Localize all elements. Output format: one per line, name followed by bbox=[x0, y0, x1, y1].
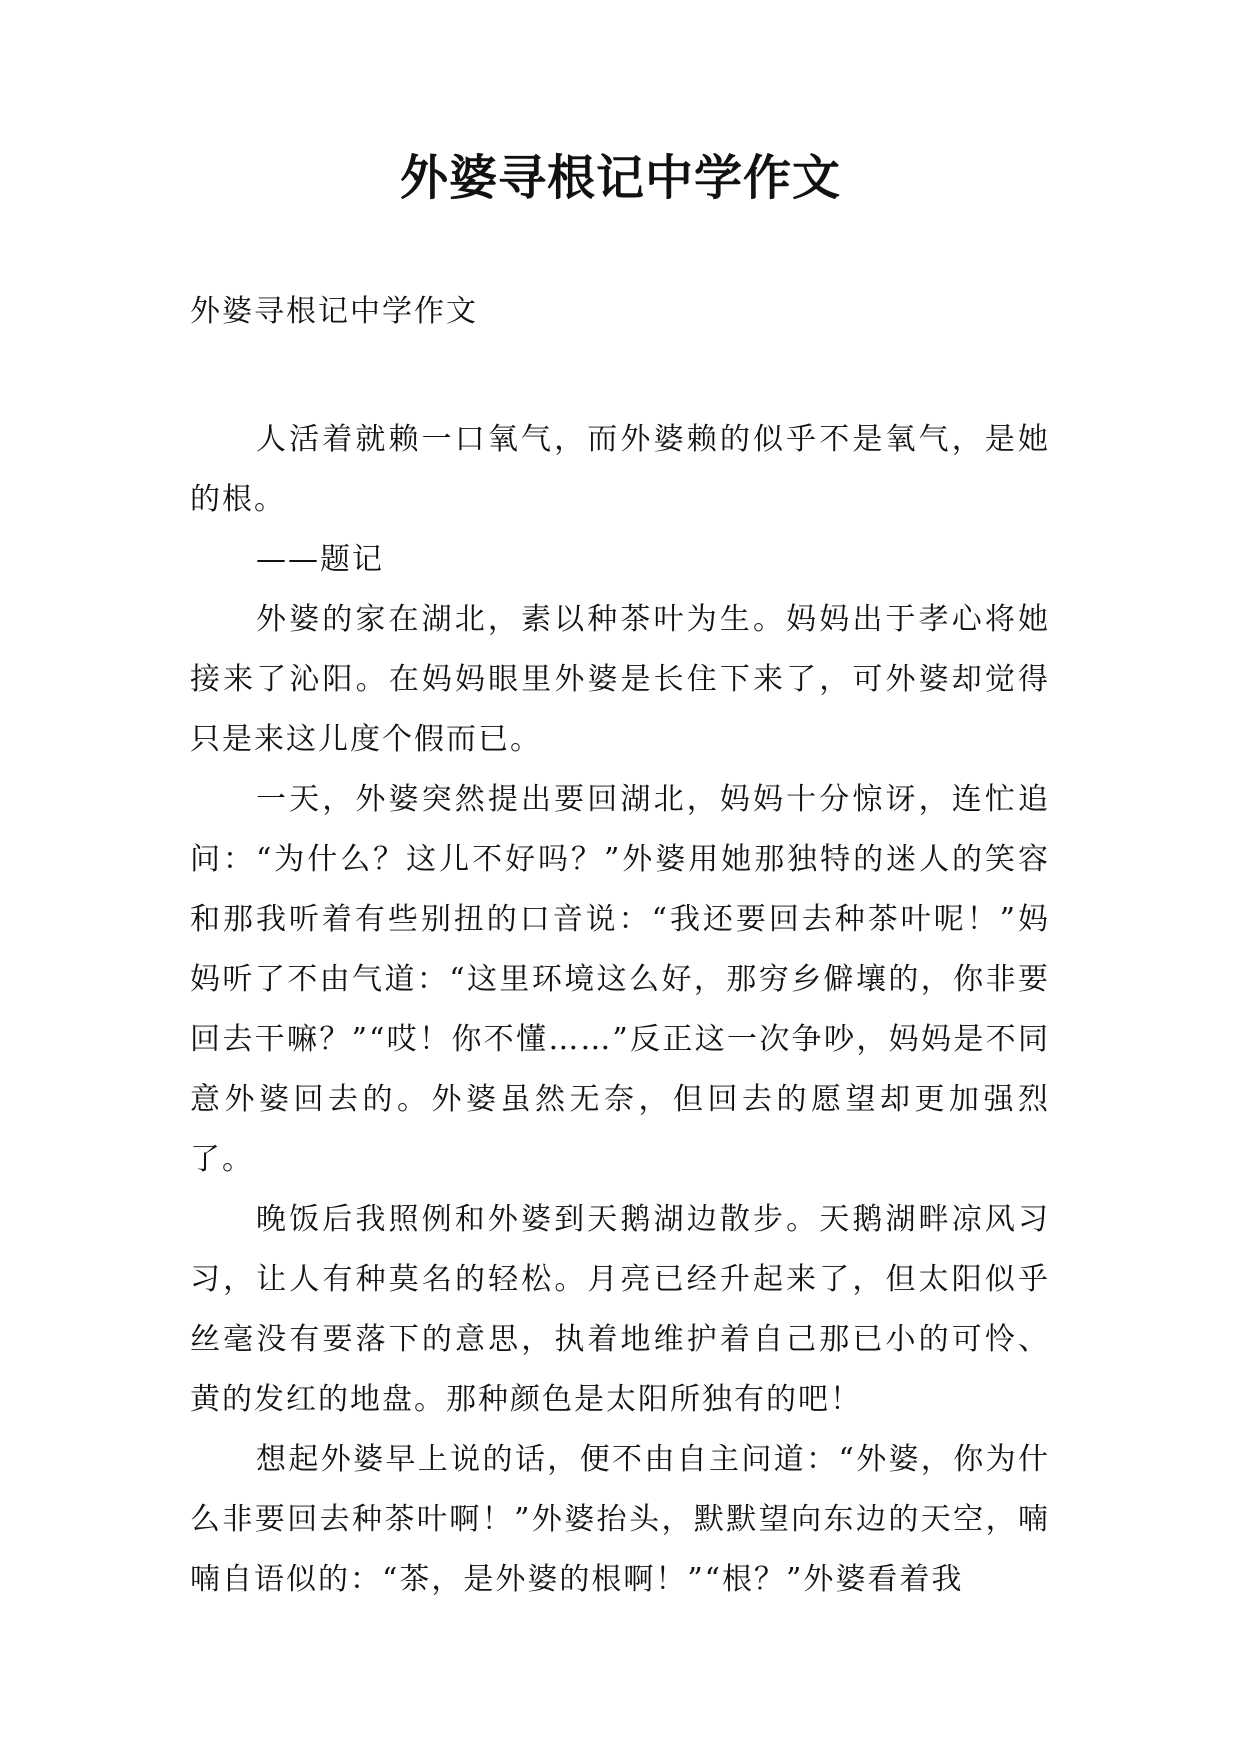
paragraph: 想起外婆早上说的话，便不由自主问道：“外婆，你为什么非要回去种茶叶啊！”外婆抬头，默默望向东边的天空，喃喃自语似的：“茶，是外婆的根啊！”“根？”外婆看着我 bbox=[190, 1442, 1050, 1597]
paragraph: ——题记 bbox=[256, 542, 384, 577]
paragraph: 人活着就赖一口氧气，而外婆赖的似乎不是氧气，是她的根。 bbox=[190, 422, 1050, 517]
document-body bbox=[190, 410, 1050, 1610]
paragraph: 外婆的家在湖北，素以种茶叶为生。妈妈出于孝心将她接来了沁阳。在妈妈眼里外婆是长住下来了，可外婆却觉得只是来这儿度个假而已。 bbox=[190, 602, 1050, 757]
document-title: 外婆寻根记中学作文 bbox=[399, 150, 841, 206]
paragraph: 晚饭后我照例和外婆到天鹅湖边散步。天鹅湖畔凉风习习，让人有种莫名的轻松。月亮已经升起来了，但太阳似乎丝毫没有要落下的意思，执着地维护着自己那已小的可怜、黄的发红的地盘。那种颜色是太阳所独有的吧！ bbox=[190, 1202, 1050, 1417]
document-subtitle: 外婆寻根记中学作文 bbox=[190, 294, 478, 329]
paragraph: 一天，外婆突然提出要回湖北，妈妈十分惊讶，连忙追问：“为什么？这儿不好吗？”外婆用她那独特的迷人的笑容和那我听着有些别扭的口音说：“我还要回去种茶叶呢！”妈妈听了不由气道：“这里环境这么好，那穷乡僻壤的，你非要回去干嘛？”“哎！你不懂……”反正这一次争吵，妈妈是不同意外婆回去的。外婆虽然无奈，但回去的愿望却更加强烈了。 bbox=[190, 782, 1050, 1177]
